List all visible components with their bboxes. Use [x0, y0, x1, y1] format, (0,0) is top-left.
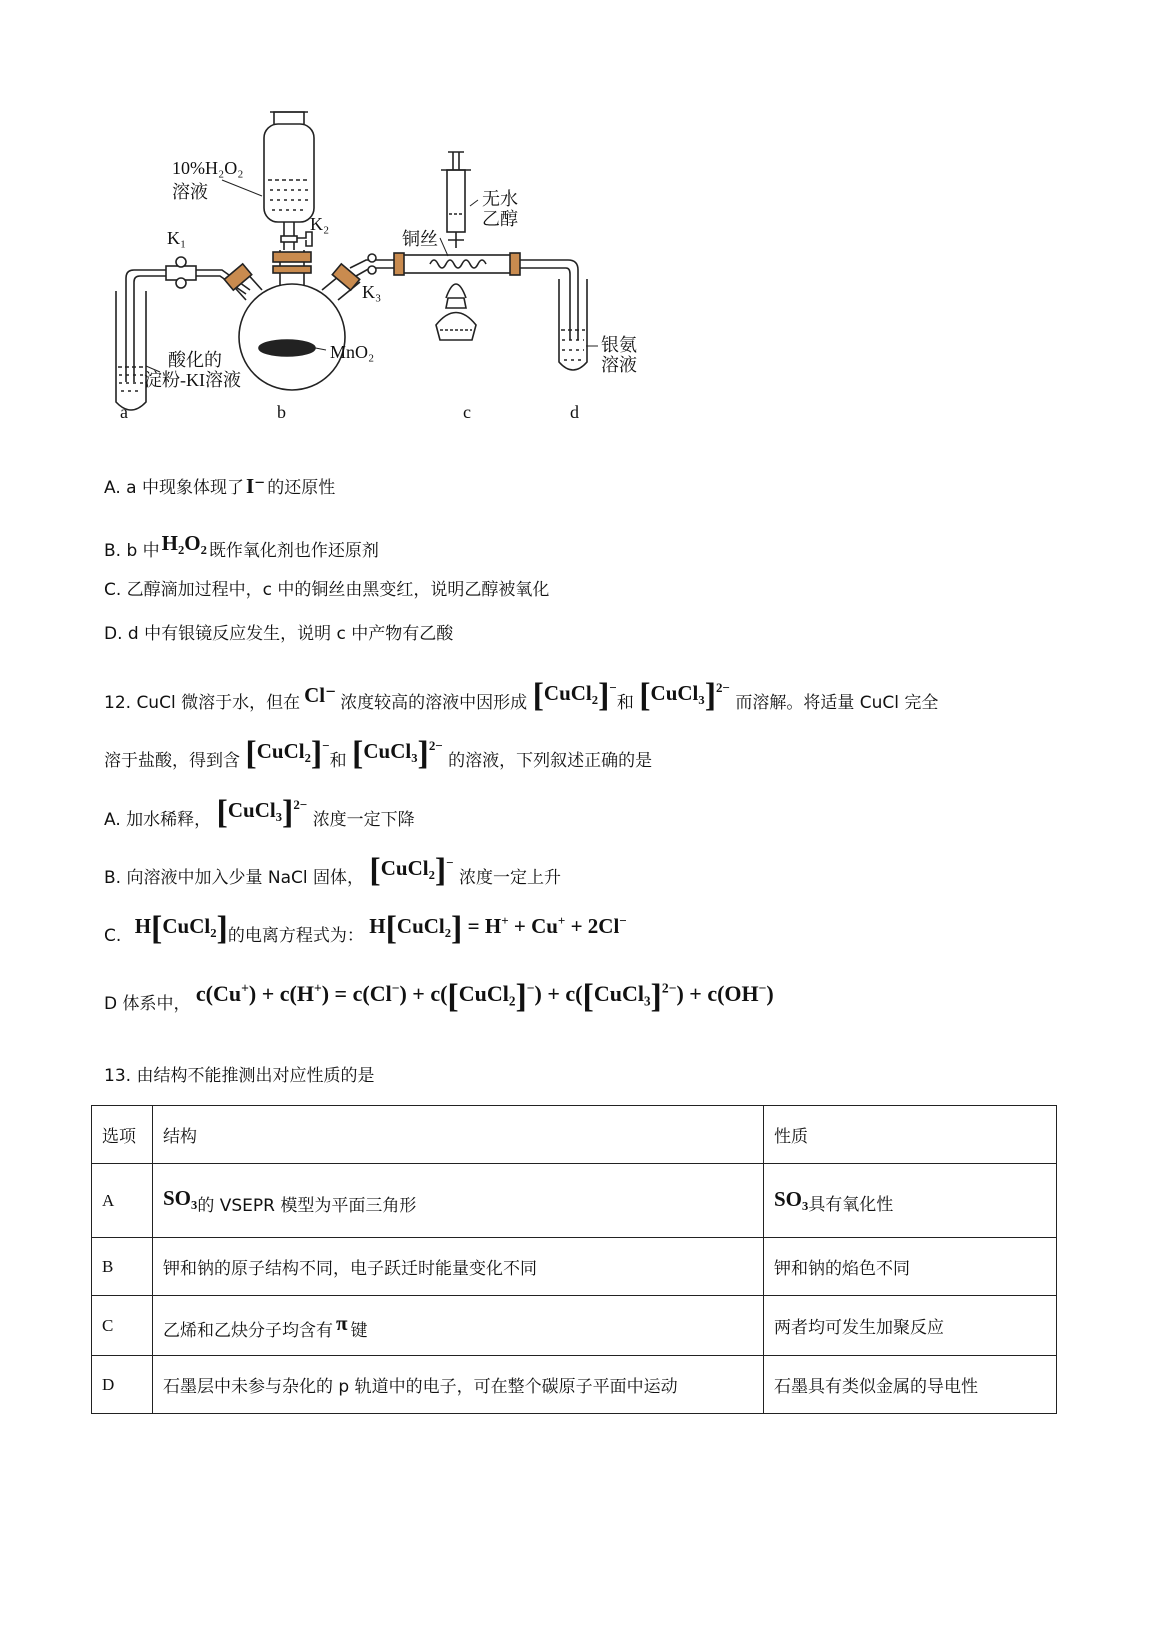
q12-option-b: B. 向溶液中加入少量 NaCl 固体， [CuCl₂]− 浓度一定上升 [104, 852, 562, 889]
q12-stem-line-2: 溶于盐酸，得到含 [CuCl₂]−和 [CuCl₃]$^{2-}$ 的溶液，下列叙述正确的是 [104, 735, 653, 772]
ethanol-label-2: 乙醇 [482, 209, 518, 229]
table-header-row [92, 1106, 1057, 1164]
letter-c: c [463, 402, 471, 422]
q13-title: 13. 由结构不能推测出对应性质的是 [104, 1066, 375, 1086]
charge-balance-equation: c(Cu+) + c(H+) = c(Cl−) + c([CuCl₂]−) + c([CuCl₃]$^{2-}$) + c(OH−) [195, 978, 774, 1015]
header-property: 性质 [764, 1106, 1057, 1164]
silver-label-2: 溶液 [601, 355, 637, 375]
ethanol-label-1: 无水 [482, 189, 518, 209]
header-structure: 结构 [153, 1106, 764, 1164]
q11-option-c: C. 乙醇滴加过程中，c 中的铜丝由黑变红，说明乙醇被氧化 [104, 580, 550, 600]
q11-option-b: B. b 中H₂O₂ 既作氧化剂也作还原剂 [104, 531, 379, 561]
h2o2-label-2: 溶液 [172, 182, 208, 202]
silver-label-1: 银氨 [601, 335, 637, 355]
letter-a: a [120, 402, 128, 422]
mno2-label: MnO₂ [330, 342, 375, 362]
k2-label: K₂ [310, 214, 330, 234]
q12-option-d: D 体系中， c(Cu+) + c(H+) = c(Cl−) + c([CuCl₂]−) + c([CuCl₃]$^{2-}$) + c(OH−) [104, 978, 774, 1015]
q12-option-a: A. 加水稀释， [CuCl₃]$^{2-}$ 浓度一定下降 [104, 794, 415, 831]
table-row: A SO₃的 VSEPR 模型为平面三角形 SO₃具有氧化性 [92, 1164, 1057, 1238]
copper-label: 铜丝 [402, 229, 438, 249]
q11-option-a: A. a 中现象体现了I⁻ 的还原性 [104, 474, 336, 498]
letter-b: b [277, 402, 286, 422]
letter-d: d [570, 402, 579, 422]
q13-table [91, 1105, 1057, 1414]
q11-option-d: D. d 中有银镜反应发生，说明 c 中产物有乙酸 [104, 624, 454, 644]
h2o2-label: 10%H₂O₂ [172, 158, 244, 178]
q12-stem-line-1: 12. CuCl 微溶于水，但在 Cl⁻ 浓度较高的溶液中因形成 [CuCl₂]−和 [CuCl₃]$^{2-}$ 而溶解。将适量 CuCl 完全 [104, 677, 939, 714]
q12-option-c: C. H[CuCl₂]的电离方程式为： H[CuCl₂] = H+ + Cu+ + 2Cl− [104, 910, 627, 947]
table-row: C 乙烯和乙炔分子均含有 π 键 两者均可发生加聚反应 [92, 1296, 1057, 1356]
ionization-equation: H[CuCl₂] = H+ + Cu+ + 2Cl− [369, 910, 627, 947]
ki-label-1: 酸化的 [168, 350, 222, 370]
k3-label: K₃ [362, 282, 382, 302]
k1-label: K₁ [167, 228, 187, 248]
table-row: D 石墨层中未参与杂化的 p 轨道中的电子，可在整个碳原子平面中运动 石墨具有类似金属的导电性 [92, 1356, 1057, 1414]
table-row: B 钾和钠的原子结构不同，电子跃迁时能量变化不同 钾和钠的焰色不同 [92, 1238, 1057, 1296]
header-option: 选项 [92, 1106, 153, 1164]
ki-label-2: 淀粉-KI溶液 [144, 370, 241, 390]
